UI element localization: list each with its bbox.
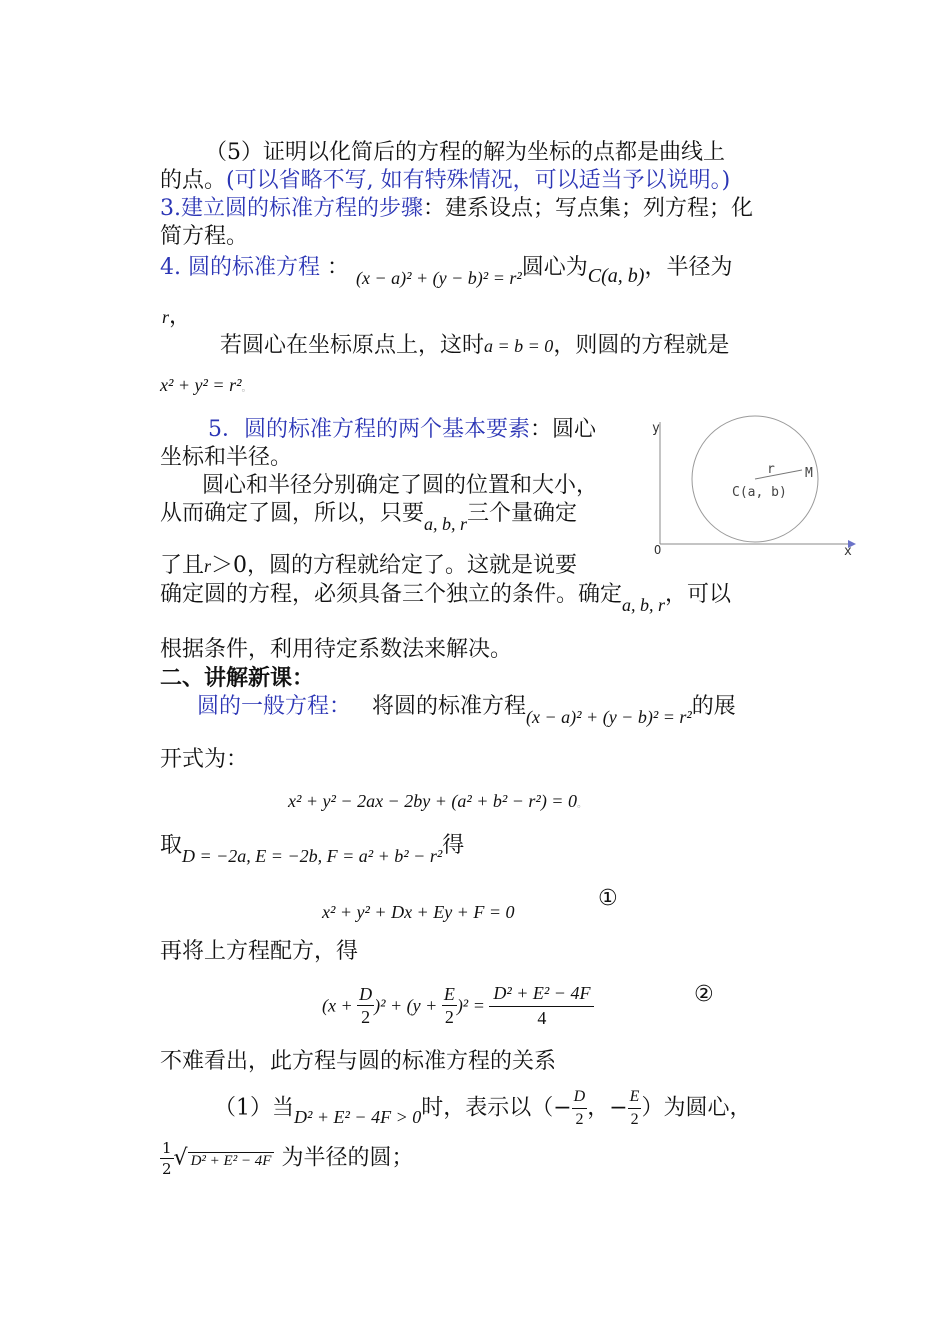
eq5-frac-e-num: E [443, 984, 455, 1004]
p4-text2: ，则圆的方程就是 [553, 333, 730, 358]
c1-text-a: （1）当 [214, 1095, 294, 1121]
c1-sep: ，− [587, 1095, 628, 1121]
radius-label: r [767, 462, 775, 477]
sqrt-radicand: D² + E² − 4F [188, 1152, 275, 1169]
p4-eq: a = b = 0 [484, 336, 554, 356]
p2-line1 [160, 194, 753, 224]
s2-eq5a: (x + [322, 995, 358, 1016]
center-label: C(a, b) [732, 485, 787, 500]
p5-heading: 5．圆的标准方程的两个基本要素 [208, 417, 530, 442]
p5-text1: ：圆心 [530, 417, 597, 442]
p5-line2: 坐标和半径。 [160, 445, 293, 470]
p4-eq2: x² + y² = r² [160, 375, 242, 395]
p5-text5b: ＞0，圆的方程就给定了。这就是说要 [211, 553, 578, 578]
p4-line2 [160, 370, 251, 404]
p2-line2: 简方程。 [160, 224, 249, 249]
s2-heading: 圆的一般方程： [197, 694, 352, 719]
s2-line1 [197, 692, 736, 727]
s2-eq: (x − a)² + (y − b)² = r² [526, 707, 692, 727]
half-frac-num: 1 [162, 1139, 172, 1157]
p1-note: (可以省略不写, 如有特殊情况，可以适当予以说明。) [226, 168, 731, 193]
p5-text4b: 三个量确定 [467, 501, 578, 526]
p5-abr2: a, b, r [622, 595, 666, 615]
s2-take: 取 [160, 833, 183, 858]
p5-text6b: ，可以 [665, 582, 732, 607]
p1-line2 [160, 166, 730, 196]
s2-line2: 开式为： [160, 747, 249, 772]
p5-text4a: 从而确定了圆，所以，只要 [160, 501, 425, 526]
eq5-frac-e [442, 983, 457, 1028]
p5-r: r [204, 556, 212, 576]
p2-text: ：建系设点；写点集；列方程；化 [423, 196, 754, 221]
half-frac [160, 1138, 174, 1179]
section-title: 二、讲解新课： [160, 665, 315, 691]
c1-frac-d-den: 2 [575, 1111, 584, 1128]
p5-abr: a, b, r [424, 514, 468, 534]
s2-eq5c: )² = [456, 995, 490, 1016]
s2-eq5b: )² + (y + [374, 995, 442, 1016]
p5-line1 [208, 415, 596, 445]
p3-line2 [162, 302, 191, 332]
s2-eq5 [322, 982, 594, 1029]
s2-eq3: D = −2a, E = −2b, F = a² + b² − r² [182, 846, 443, 866]
s2-eq4: x² + y² + Dx + Ey + F = 0 [322, 902, 515, 922]
p3-line1 [160, 253, 733, 288]
sqrt-icon: √ [173, 1145, 188, 1171]
eq-number-2: ② [694, 982, 714, 1007]
s2-again: 再将上方程配方，得 [160, 939, 359, 964]
c1-frac-e-num: E [628, 1086, 642, 1109]
s2-text1: 将圆的标准方程 [372, 694, 527, 719]
p3-equation: (x − a)² + (y − b)² = r² [356, 268, 522, 288]
p5-line3: 圆心和半径分别确定了圆的位置和大小， [202, 473, 599, 498]
s2-eq4-line [322, 897, 514, 927]
eq5-frac-d-num: D [359, 984, 373, 1004]
p5-text5a: 了且 [160, 553, 205, 578]
s2-case1-line2 [160, 1138, 414, 1179]
s2-take-line [160, 831, 465, 866]
c1-frac-d [572, 1086, 588, 1131]
s2-de: 得 [442, 833, 465, 858]
s2-eq2-dot: 。 [576, 799, 587, 810]
eq5-frac-d-den: 2 [357, 1005, 374, 1028]
s2-expansion [288, 786, 587, 820]
s2-eq2: x² + y² − 2ax − 2by + (a² + b² − r²) = 0 [288, 791, 577, 811]
p4-text1: 若圆心在坐标原点上，这时 [220, 333, 485, 358]
p3-radius-label: ，半径为 [644, 255, 733, 280]
p3-center: C(a, b) [587, 265, 645, 287]
p4-line1 [220, 331, 729, 361]
x-label: x [844, 544, 852, 559]
p2-heading: 3.建立圆的标准方程的步骤 [160, 196, 423, 221]
s2-relation: 不难看出，此方程与圆的标准方程的关系 [160, 1049, 557, 1074]
p3-colon: ： [326, 255, 349, 280]
eq5-frac-e-den: 2 [442, 1005, 457, 1028]
c1-frac-d-num: D [572, 1086, 588, 1109]
eq-number-1: ① [598, 886, 618, 911]
origin-label: O [654, 543, 662, 557]
c1-text-c: ）为圆心， [641, 1095, 752, 1121]
p3-center-label: 圆心为 [521, 255, 588, 280]
p3-r: r [162, 307, 170, 327]
circle-figure [632, 412, 872, 572]
p5-line7: 根据条件，利用待定系数法来解决。 [160, 637, 513, 662]
p1-text: 的点。 [160, 168, 227, 193]
p5-line5 [160, 551, 577, 581]
p4-dot: 。 [241, 383, 252, 394]
y-label: y [652, 421, 660, 436]
p5-line4 [160, 499, 578, 534]
c1-eq: D² + E² − 4F > 0 [294, 1106, 422, 1127]
p3-heading: 4. 圆的标准方程 [160, 255, 320, 280]
s2-case1-line1 [214, 1086, 751, 1131]
eq5-frac-rhs [489, 982, 594, 1029]
eq5-frac-rhs-num: D² + E² − 4F [489, 982, 594, 1007]
radius-line [755, 470, 802, 479]
eq5-frac-d [357, 983, 374, 1028]
c1-frac-e [628, 1086, 642, 1131]
p5-text6a: 确定圆的方程，必须具备三个独立的条件。确定 [160, 582, 623, 607]
p1-line1: （5）证明以化简后的方程的解为坐标的点都是曲线上 [205, 140, 725, 165]
p3-comma: ， [169, 304, 192, 329]
c1-text-d: 为半径的圆； [281, 1145, 414, 1171]
half-frac-den: 2 [162, 1160, 172, 1178]
eq5-frac-rhs-den: 4 [537, 1008, 547, 1028]
c1-frac-e-den: 2 [630, 1111, 639, 1128]
s2-text1c: 的展 [691, 694, 736, 719]
point-m-label: M [805, 466, 813, 481]
c1-text-b: 时，表示以（− [421, 1095, 572, 1121]
p5-line6 [160, 580, 732, 615]
